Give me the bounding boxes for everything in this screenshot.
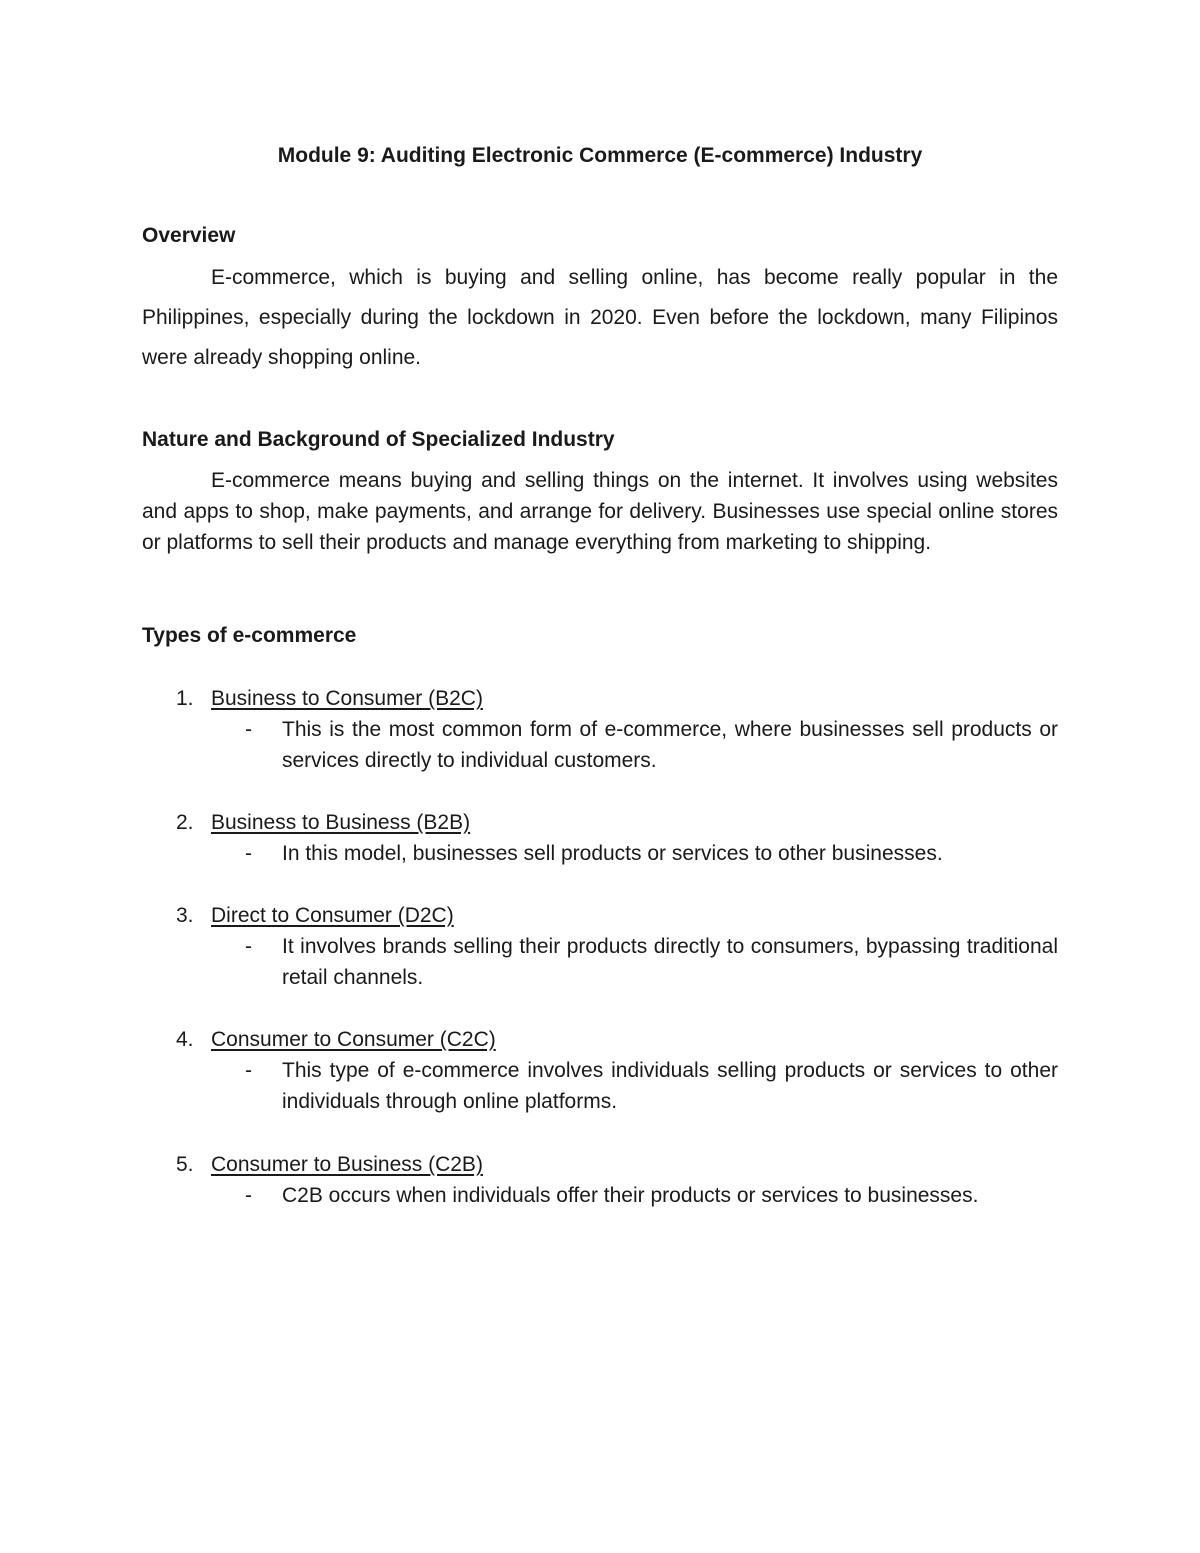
list-item-number: 2. [176, 811, 194, 834]
list-item-name: Business to Business (B2B) [211, 811, 471, 834]
list-item-name: Business to Consumer (B2C) [211, 687, 483, 710]
list-item-description: This is the most common form of e-commerce, where businesses sell products or services directly to individual customers. [282, 718, 1058, 772]
nature-paragraph [142, 465, 1058, 558]
overview-paragraph [142, 258, 1058, 378]
nature-text: E-commerce means buying and selling things on the internet. It involves using websites and apps to shop, make payments, and arrange for delivery. Businesses use special online stores or platforms to sell their products and manage everything from marketing to shipping. [142, 469, 1058, 554]
list-item-bullet: - [245, 1059, 252, 1082]
list-item-bullet: - [245, 935, 252, 958]
list-item-name: Consumer to Consumer (C2C) [211, 1028, 496, 1051]
list-item-number: 5. [176, 1153, 194, 1176]
page-title: Module 9: Auditing Electronic Commerce (E-commerce) Industry [277, 144, 923, 167]
list-item-name: Consumer to Business (C2B) [211, 1153, 483, 1176]
list-item-description: C2B occurs when individuals offer their products or services to businesses. [282, 1184, 979, 1207]
list-item-number: 3. [176, 904, 194, 927]
list-item-description: This type of e-commerce involves individuals selling products or services to other individuals through online platforms. [282, 1059, 1058, 1113]
list-item-bullet: - [245, 718, 252, 741]
list-item-description: It involves brands selling their products directly to consumers, bypassing traditional retail channels. [282, 935, 1058, 989]
nature-heading: Nature and Background of Specialized Industry [142, 428, 615, 451]
types-heading: Types of e-commerce [142, 624, 357, 647]
list-item-bullet: - [245, 1184, 252, 1207]
list-item-description: In this model, businesses sell products or services to other businesses. [282, 842, 943, 865]
list-item-bullet: - [245, 842, 252, 865]
overview-text: E-commerce, which is buying and selling online, has become really popular in the Philippines, especially during the lockdown in 2020. Even before the lockdown, many Filipinos were already shopping online. [142, 266, 1058, 369]
list-item-number: 4. [176, 1028, 194, 1051]
list-item-number: 1. [176, 687, 194, 710]
list-item-name: Direct to Consumer (D2C) [211, 904, 454, 927]
overview-heading: Overview [142, 224, 236, 247]
